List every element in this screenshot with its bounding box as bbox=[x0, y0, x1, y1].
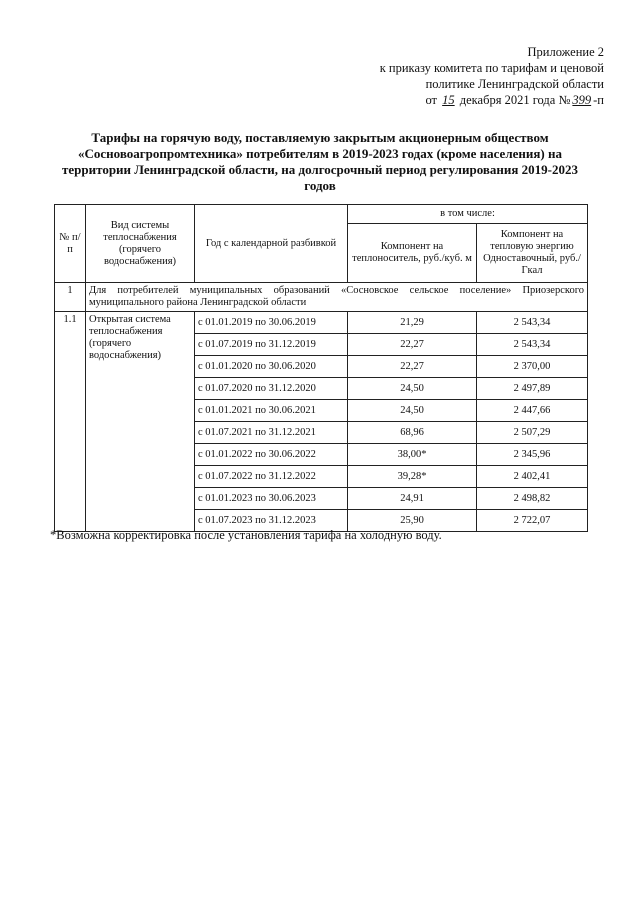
energy-cell: 2 497,89 bbox=[477, 378, 588, 400]
period-cell: с 01.01.2023 по 30.06.2023 bbox=[195, 488, 348, 510]
energy-cell: 2 543,34 bbox=[477, 312, 588, 334]
component-cell: 38,00* bbox=[348, 444, 477, 466]
date-rest: декабря 2021 года № bbox=[459, 93, 571, 107]
order-suffix: -п bbox=[593, 93, 604, 107]
period-cell: с 01.07.2021 по 31.12.2021 bbox=[195, 422, 348, 444]
component-cell: 24,50 bbox=[348, 378, 477, 400]
energy-cell: 2 543,34 bbox=[477, 334, 588, 356]
energy-cell: 2 447,66 bbox=[477, 400, 588, 422]
appendix-date bbox=[334, 92, 604, 108]
period-cell: с 01.07.2020 по 31.12.2020 bbox=[195, 378, 348, 400]
appendix-header bbox=[334, 44, 604, 108]
tariff-table bbox=[54, 204, 588, 532]
period-cell: с 01.07.2023 по 31.12.2023 bbox=[195, 510, 348, 532]
header-energy: Компонент на тепловую энергию Одноставочный, руб./Гкал bbox=[477, 224, 588, 283]
footnote: *Возможна корректировка после установления тарифа на холодную воду. bbox=[50, 528, 442, 542]
period-cell: с 01.01.2020 по 30.06.2020 bbox=[195, 356, 348, 378]
header-component: Компонент на теплоноситель, руб./куб. м bbox=[348, 224, 477, 283]
group-text: Для потребителей муниципальных образований «Сосновское сельское поселение» Приозерского муниципального района Ленинградской области bbox=[86, 283, 588, 312]
header-including: в том числе: bbox=[348, 205, 588, 224]
period-cell: с 01.01.2021 по 30.06.2021 bbox=[195, 400, 348, 422]
component-cell: 25,90 bbox=[348, 510, 477, 532]
energy-cell: 2 507,29 bbox=[477, 422, 588, 444]
appendix-title: Приложение 2 bbox=[527, 45, 604, 59]
order-number: 399 bbox=[572, 93, 592, 107]
system-type: Открытая система теплоснабжения (горячего водоснабжения) bbox=[86, 312, 195, 532]
sub-num: 1.1 bbox=[55, 312, 86, 532]
date-day: 15 bbox=[442, 93, 455, 107]
component-cell: 22,27 bbox=[348, 356, 477, 378]
header-system: Вид системы теплоснабжения (горячего водоснабжения) bbox=[86, 205, 195, 283]
group-row bbox=[55, 283, 588, 312]
group-num: 1 bbox=[55, 283, 86, 312]
component-cell: 39,28* bbox=[348, 466, 477, 488]
energy-cell: 2 402,41 bbox=[477, 466, 588, 488]
period-cell: с 01.07.2019 по 31.12.2019 bbox=[195, 334, 348, 356]
energy-cell: 2 370,00 bbox=[477, 356, 588, 378]
appendix-committee: политике Ленинградской области bbox=[425, 77, 604, 91]
appendix-order-ref: к приказу комитета по тарифам и ценовой bbox=[379, 61, 604, 75]
component-cell: 22,27 bbox=[348, 334, 477, 356]
energy-cell: 2 498,82 bbox=[477, 488, 588, 510]
header-year: Год с календарной разбивкой bbox=[195, 205, 348, 283]
component-cell: 68,96 bbox=[348, 422, 477, 444]
table-row bbox=[55, 312, 588, 334]
energy-cell: 2 722,07 bbox=[477, 510, 588, 532]
component-cell: 24,91 bbox=[348, 488, 477, 510]
component-cell: 21,29 bbox=[348, 312, 477, 334]
document-title: Тарифы на горячую воду, поставляемую закрытым акционерным обществом «Сосновоагропромтехника» потребителям в 2019-2023 годах (кроме населения) на территории Ленинградской области, на долгосрочный период регулирования 2019-2023 годов bbox=[62, 130, 578, 193]
period-cell: с 01.07.2022 по 31.12.2022 bbox=[195, 466, 348, 488]
header-num: № п/п bbox=[55, 205, 86, 283]
energy-cell: 2 345,96 bbox=[477, 444, 588, 466]
date-prefix: от bbox=[425, 93, 438, 107]
period-cell: с 01.01.2022 по 30.06.2022 bbox=[195, 444, 348, 466]
period-cell: с 01.01.2019 по 30.06.2019 bbox=[195, 312, 348, 334]
component-cell: 24,50 bbox=[348, 400, 477, 422]
